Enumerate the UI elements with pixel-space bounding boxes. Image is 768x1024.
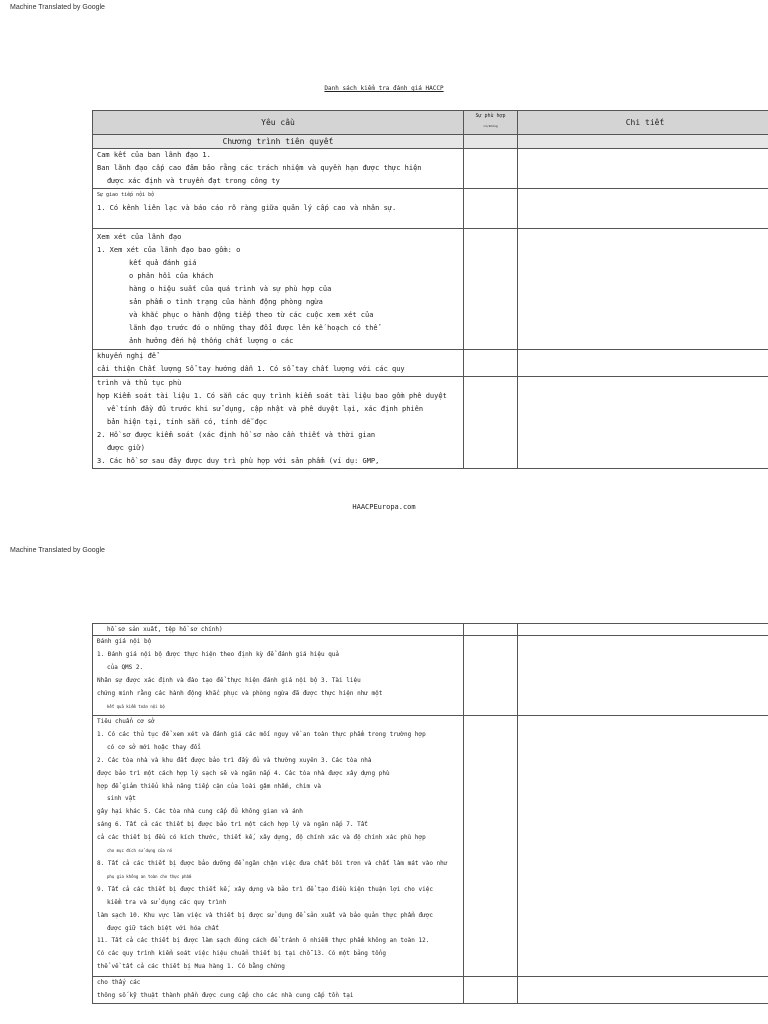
audit-checklist-table-page2 [92,623,768,1004]
compliance-cell[interactable] [464,624,518,636]
details-cell[interactable] [518,149,768,189]
compliance-cell[interactable] [464,149,518,189]
section-title: Chương trình tiên quyết [93,135,464,149]
audit-checklist-table-page1 [92,110,768,469]
compliance-cell[interactable] [464,977,518,1004]
details-cell[interactable] [518,350,768,377]
details-cell[interactable] [518,716,768,977]
page-footer: HAACPEuropa.com [352,503,416,511]
compliance-cell[interactable] [464,377,518,469]
compliance-cell[interactable] [464,716,518,977]
machine-translated-note: Machine Translated by Google [10,547,105,554]
details-cell[interactable] [518,636,768,716]
table-header-row [93,111,768,135]
compliance-cell[interactable] [464,229,518,350]
section-row [93,135,768,149]
column-header-compliance: Sự phù hợp có/không [464,111,518,135]
details-cell[interactable] [518,624,768,636]
table-row: Xem xét của lãnh đạo 1. Xem xét của lãnh đạo bao gồm: o kết quả đánh giá o phản hồi của khách hàng o hiệu suất của quá trình và sự phù hợp của sản phẩm o tình trạng của hành động phòng ngừa và khắc phục o hành động tiếp theo từ các cuộc xem xét của lãnh đạo trước đó o những thay đổi được lên kế hoạch có thể ảnh hưởng đến hệ thống chất lượng o các [93,229,768,350]
table-row: Cam kết của ban lãnh đạo 1. Ban lãnh đạo cấp cao đảm bảo rằng các trách nhiệm và quyền hạn được thực hiện được xác định và truyền đạt trong công ty [93,149,768,189]
table-row: hồ sơ sản xuất, tệp hồ sơ chính) [93,624,768,636]
details-cell[interactable] [518,977,768,1004]
table-row: cho thấy các thông số kỹ thuật thành phần được cung cấp cho các nhà cung cấp tồn tại [93,977,768,1004]
details-cell[interactable] [518,229,768,350]
table-row: Sự giao tiếp nội bộ 1. Có kênh liên lạc và báo cáo rõ ràng giữa quản lý cấp cao và nhân sự. [93,189,768,229]
table-row: khuyến nghị để cải thiện Chất lượng Sổ tay hướng dẫn 1. Có sổ tay chất lượng với các quy [93,350,768,377]
column-header-requirement: Yêu cầu [93,111,464,135]
details-cell[interactable] [518,377,768,469]
compliance-cell[interactable] [464,350,518,377]
table-row: Tiêu chuẩn cơ sở 1. Có các thủ tục để xem xét và đánh giá các mối nguy về an toàn thực phẩm trong trường hợp có cơ sở mới hoặc thay đổi 2. Các tòa nhà và khu đất được bảo trì đầy đủ và thường xuyên 3. Các tòa nhà được bảo trì một cách hợp lý sạch sẽ và ngăn nắp 4. Các tòa nhà được xây dựng phù hợp để giảm thiểu khả năng tiếp cận của loài gặm nhấm, chim và sinh vật gây hại khác 5. Các tòa nhà cung cấp đủ không gian và ánh sáng 6. Tất cả các thiết bị được bảo trì một cách hợp lý và ngăn nắp 7. Tất cả các thiết bị đều có kích thước, thiết kế, xây dựng, độ chính xác và độ chính xác phù hợp cho mục đích sử dụng của nó 8. Tất cả các thiết bị được bảo dưỡng để ngăn chặn việc đưa chất bôi trơn và chất làm mát vào như phụ gia không an toàn cho thực phẩm 9. Tất cả các thiết bị được thiết kế, xây dựng và bảo trì để tạo điều kiện thuận lợi cho việc kiểm tra và sử dụng các quy trình làm sạch 10. Khu vực làm việc và thiết bị được sử dụng để sản xuất và bảo quản thực phẩm được được giữ tách biệt với hóa chất 11. Tất cả các thiết bị được làm sạch đúng cách để tránh ô nhiễm thực phẩm không an toàn 12. Có các quy trình kiểm soát việc hiệu chuẩn thiết bị tại chỗ 13. Có một bảng tổng thể về tất cả các thiết bị Mua hàng 1. Có bằng chứng [93,716,768,977]
table-row: trình và thủ tục phù hợp Kiểm soát tài liệu 1. Có sẵn các quy trình kiểm soát tài liệu bao gồm phê duyệt về tính đầy đủ trước khi sử dụng, cập nhật và phê duyệt lại, xác định phiên bản hiện tại, tính sẵn có, tính dễ đọc 2. Hồ sơ được kiểm soát (xác định hồ sơ nào cần thiết và thời gian được giữ) 3. Các hồ sơ sau đây được duy trì phù hợp với sản phẩm (ví dụ: GMP, [93,377,768,469]
table-row: Đánh giá nội bộ 1. Đánh giá nội bộ được thực hiện theo định kỳ để đánh giá hiệu quả của QMS 2. Nhân sự được xác định và đào tạo để thực hiện đánh giá nội bộ 3. Tài liệu chứng minh rằng các hành động khắc phục và phòng ngừa đã được thực hiện như một kết quả kiểm toán nội bộ [93,636,768,716]
compliance-cell[interactable] [464,636,518,716]
details-cell[interactable] [518,189,768,229]
machine-translated-note: Machine Translated by Google [10,4,105,11]
document-title: Danh sách kiểm tra đánh giá HACCP [324,85,444,92]
compliance-cell[interactable] [464,189,518,229]
column-header-details: Chi tiết [518,111,768,135]
